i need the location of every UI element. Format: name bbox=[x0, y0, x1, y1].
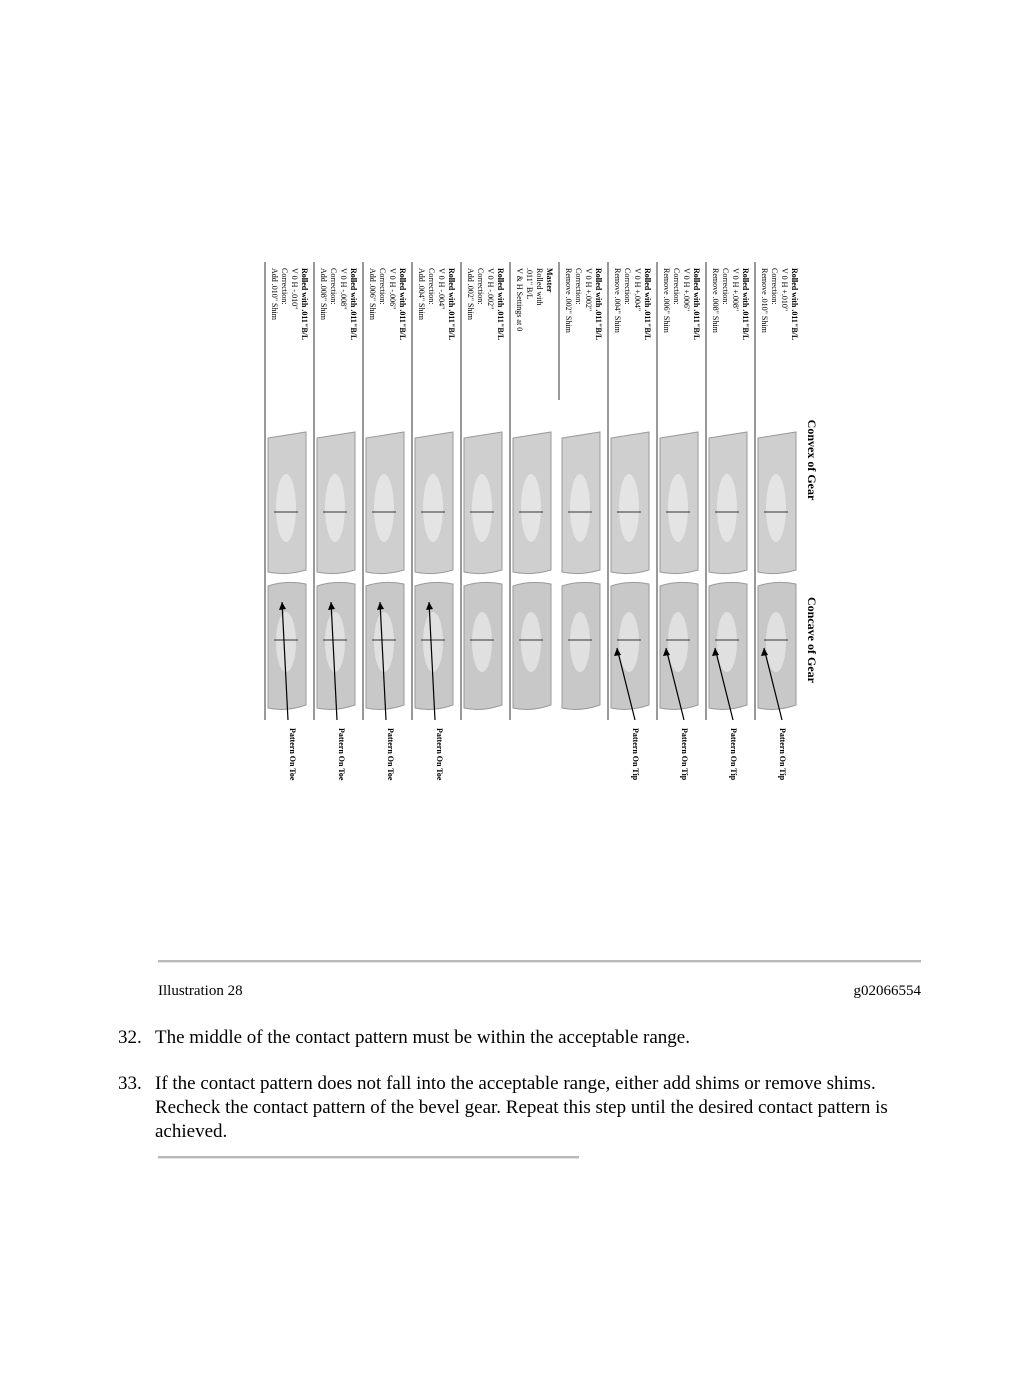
panel-label-line: Correction: bbox=[672, 268, 681, 305]
concave-contact-pattern bbox=[276, 612, 296, 672]
panel-label-line: Correction: bbox=[378, 268, 387, 305]
panel-label-line: V 0 H -.008" bbox=[339, 268, 348, 310]
panel-label-line: Add .004" Shim bbox=[417, 268, 426, 320]
panel-label-line: Remove .002" Shim bbox=[564, 268, 573, 333]
panel-label-line: Rolled with .011"B/L bbox=[496, 268, 505, 341]
panel-label-line: V 0 H -.010" bbox=[290, 268, 299, 310]
panel-label-line: Remove .008" Shim bbox=[711, 268, 720, 333]
convex-contact-pattern bbox=[325, 474, 345, 542]
panel-label-line: Rolled with .011"B/L bbox=[349, 268, 358, 341]
concave-contact-pattern bbox=[521, 612, 541, 672]
panel-label-line: Correction: bbox=[623, 268, 632, 305]
step-number: 33. bbox=[118, 1073, 142, 1094]
convex-contact-pattern bbox=[619, 474, 639, 542]
header-concave-of-gear: Concave of Gear bbox=[805, 597, 819, 683]
panel-label-line: Rolled with .011"B/L bbox=[447, 268, 456, 341]
step-text: The middle of the contact pattern must be within the acceptable range. bbox=[155, 1027, 690, 1048]
concave-contact-pattern bbox=[374, 612, 394, 672]
divider-top bbox=[158, 960, 921, 963]
convex-contact-pattern bbox=[766, 474, 786, 542]
pattern-arrow-label: Pattern On Toe bbox=[386, 728, 395, 781]
panel-label-line: V & H Settings at 0 bbox=[515, 268, 524, 332]
header-convex-of-gear: Convex of Gear bbox=[805, 419, 819, 501]
concave-contact-pattern bbox=[766, 612, 786, 672]
panel-label-line: Remove .010" Shim bbox=[760, 268, 769, 333]
pattern-arrow-label: Pattern On Tip bbox=[778, 728, 787, 781]
panel-label-line: Add .006" Shim bbox=[368, 268, 377, 320]
panel-label-line: Correction: bbox=[427, 268, 436, 305]
panel-label-line: .011" B/L bbox=[525, 268, 534, 300]
panel-label-line: Correction: bbox=[280, 268, 289, 305]
pattern-arrow-label: Pattern On Tip bbox=[680, 728, 689, 781]
concave-contact-pattern bbox=[472, 612, 492, 672]
panel-label-line: Rolled with .011"B/L bbox=[398, 268, 407, 341]
panel-label-line: V 0 H -.002" bbox=[486, 268, 495, 310]
divider-bottom bbox=[158, 1156, 579, 1159]
panel-label-line: Correction: bbox=[721, 268, 730, 305]
convex-contact-pattern bbox=[374, 474, 394, 542]
convex-contact-pattern bbox=[521, 474, 541, 542]
panel-label-line: Remove .004" Shim bbox=[613, 268, 622, 333]
panel-label-line: V 0 H -.004" bbox=[437, 268, 446, 310]
step-number: 32. bbox=[118, 1027, 142, 1048]
convex-contact-pattern bbox=[570, 474, 590, 542]
panel-label-line: V 0 H +.006" bbox=[682, 268, 691, 312]
convex-contact-pattern bbox=[472, 474, 492, 542]
panel-label-line: Rolled with bbox=[535, 268, 544, 306]
panel-label-line: Rolled with .011"B/L bbox=[300, 268, 309, 341]
concave-contact-pattern bbox=[570, 612, 590, 672]
convex-contact-pattern bbox=[423, 474, 443, 542]
concave-contact-pattern bbox=[423, 612, 443, 672]
convex-contact-pattern bbox=[276, 474, 296, 542]
step-text: If the contact pattern does not fall into the acceptable range, either add shims or remove shims. Recheck the contact pattern of the bevel gear. Repeat this step until the desired contact pattern is achieved. bbox=[155, 1073, 888, 1142]
panel-label-line: V 0 H +.002" bbox=[584, 268, 593, 312]
panel-label-line: Add .002" Shim bbox=[466, 268, 475, 320]
concave-contact-pattern bbox=[619, 612, 639, 672]
concave-contact-pattern bbox=[668, 612, 688, 672]
convex-contact-pattern bbox=[717, 474, 737, 542]
illustration-svg bbox=[260, 250, 820, 830]
panel-label-line: Remove .006" Shim bbox=[662, 268, 671, 333]
panel-label-line: Correction: bbox=[770, 268, 779, 305]
pattern-arrow-label: Pattern On Tip bbox=[631, 728, 640, 781]
panel-label-line: Add .008" Shim bbox=[319, 268, 328, 320]
panel-label-line: Correction: bbox=[329, 268, 338, 305]
pattern-arrow-label: Pattern On Tip bbox=[729, 728, 738, 781]
panel-label-line: Master bbox=[545, 268, 554, 293]
panel-label-line: Rolled with .011"B/L bbox=[692, 268, 701, 341]
concave-contact-pattern bbox=[717, 612, 737, 672]
panel-label-line: V 0 H -.006" bbox=[388, 268, 397, 310]
illustration-code: g02066554 bbox=[853, 983, 921, 999]
panel-label-line: V 0 H +.004" bbox=[633, 268, 642, 312]
pattern-arrow-label: Pattern On Toe bbox=[337, 728, 346, 781]
pattern-arrow-label: Pattern On Toe bbox=[288, 728, 297, 781]
convex-contact-pattern bbox=[668, 474, 688, 542]
panel-label-line: Rolled with .011"B/L bbox=[790, 268, 799, 341]
panel-label-line: Rolled with .011"B/L bbox=[643, 268, 652, 341]
panel-label-line: Correction: bbox=[476, 268, 485, 305]
gear-contact-pattern-illustration bbox=[260, 250, 820, 830]
panel-label-line: Rolled with .011"B/L bbox=[741, 268, 750, 341]
panel-label-line: V 0 H +.010" bbox=[780, 268, 789, 312]
concave-contact-pattern bbox=[325, 612, 345, 672]
panel-label-line: Add .010" Shim bbox=[270, 268, 279, 320]
panel-label-line: V 0 H +.008" bbox=[731, 268, 740, 312]
panel-label-line: Rolled with .011"B/L bbox=[594, 268, 603, 341]
pattern-arrow-label: Pattern On Toe bbox=[435, 728, 444, 781]
panel-label-line: Correction: bbox=[574, 268, 583, 305]
illustration-caption: Illustration 28 bbox=[158, 983, 243, 999]
